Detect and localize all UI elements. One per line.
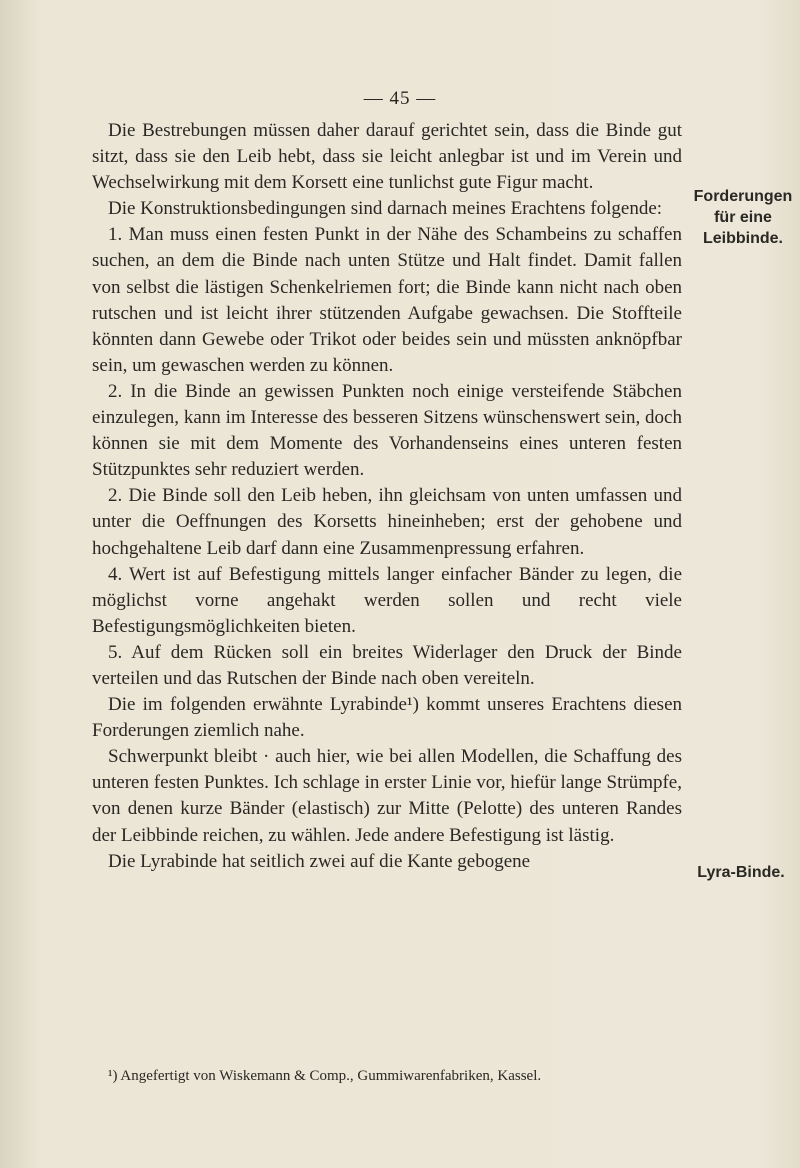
paragraph: Die Konstruktionsbedingungen sind darnach meines Erachtens folgende: [108, 198, 663, 220]
paragraph: 2. Die Binde soll den Leib heben, ihn gleichsam von unten umfassen und unter die Oeffnungen des Korsetts hineinheben; erst der gehobene und hochgehaltene Leib darf dann eine Zusammenpressung erfahren. [92, 485, 682, 559]
body-text [92, 118, 682, 875]
paragraph: Die Bestrebungen müssen daher darauf gerichtet sein, dass die Binde gut sitzt, dass sie den Leib hebt, dass sie leicht anlegbar ist und im Verein und Wechselwirkung mit dem Korsett eine tunlichst gute Figur macht. [92, 120, 682, 194]
paragraph: Die Lyrabinde hat seitlich zwei auf die Kante gebogene [108, 850, 531, 872]
paragraph: Schwerpunkt bleibt · auch hier, wie bei allen Modellen, die Schaffung des unteren festen Punktes. Ich schlage in erster Linie vor, hiefür lange Strümpfe, von denen kurze Bänder (elastisch) zur Mitte (Pelotte) des unteren Randes der Leibbinde reichen, zu wählen. Jede andere Befestigung ist lästig. [92, 746, 682, 846]
margin-note-forderungen: Forderungen für eine Leibbinde. [693, 188, 793, 247]
paragraph: Die im folgenden erwähnte Lyrabinde¹) kommt unseres Erachtens diesen Forderungen ziemlich nahe. [92, 694, 682, 742]
paragraph: 2. In die Binde an gewissen Punkten noch einige versteifende Stäbchen einzulegen, kann im Interesse des besseren Sitzens wünschenswert sein, doch können sie mit dem Momente des Vorhandenseins eines unteren festen Stützpunktes sehr reduziert werden. [92, 380, 682, 481]
paragraph: 1. Man muss einen festen Punkt in der Nähe des Schambeins zu schaffen suchen, an dem die Binde nach unten Stütze und Halt findet. Damit fallen von selbst die lästigen Schenkelriemen fort; die Binde kann nicht nach oben rutschen und ist leicht ihrer stützenden Aufgabe gewachsen. Die Stoffteile könnten dann Gewebe oder Trikot oder beides sein und müssten anknöpfbar sein, um gewaschen werden zu können. [92, 224, 682, 376]
page-number: — 45 — [363, 88, 437, 109]
footnote: ¹) Angefertigt von Wiskemann & Comp., Gummiwarenfabriken, Kassel. [108, 1068, 542, 1084]
paragraph: 4. Wert ist auf Befestigung mittels langer einfacher Bänder zu legen, die möglichst vorne angehakt werden sollen und recht viele Befestigungsmöglichkeiten bieten. [92, 563, 682, 637]
margin-note-lyra-binde: Lyra-Binde. [697, 864, 785, 881]
paragraph: 5. Auf dem Rücken soll ein breites Widerlager den Druck der Binde verteilen und das Rutschen der Binde nach oben vereiteln. [92, 641, 682, 689]
